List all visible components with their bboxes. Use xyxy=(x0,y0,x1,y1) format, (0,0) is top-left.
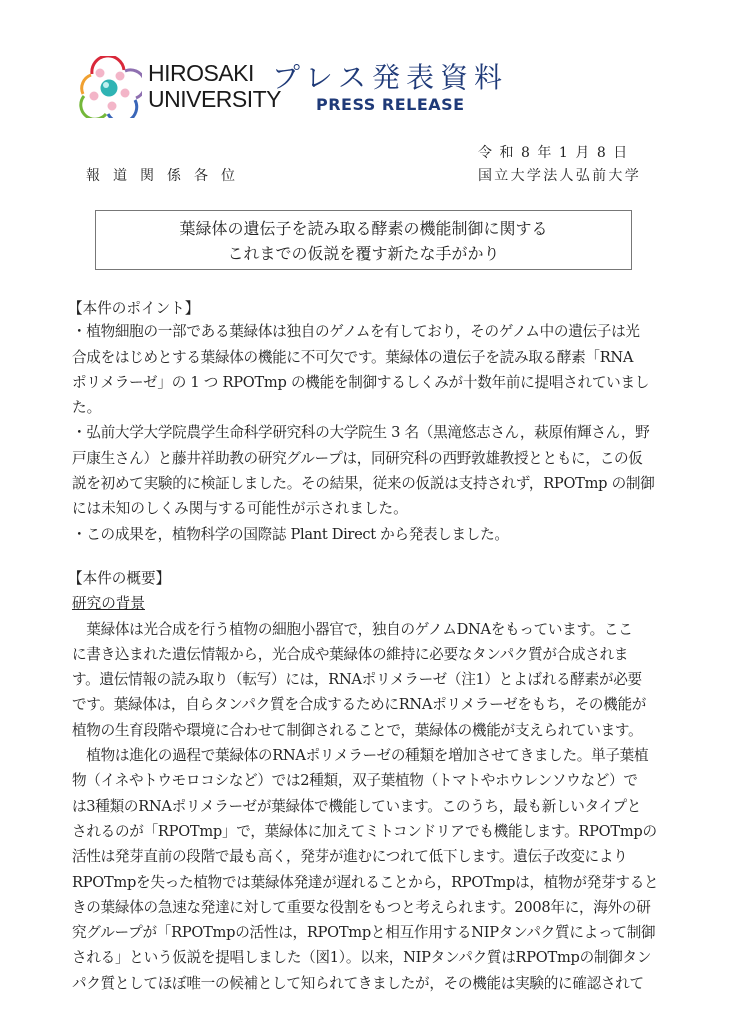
text-line: です。葉緑体は，自らタンパク質を合成するためにRNAポリメラーゼをもち，その機能が xyxy=(72,696,647,714)
organization: 国立大学法人弘前大学 xyxy=(478,168,641,184)
text-line: 究グループが「RPOTmpの活性は，RPOTmpと相互作用するNIPタンパク質によって制御 xyxy=(72,924,656,942)
headline-box xyxy=(95,210,632,270)
university-name xyxy=(148,60,281,112)
text-line: 植物の生育段階や環境に合わせて制御されることで，葉緑体の機能が支えられています。 xyxy=(72,721,643,739)
text-line: 戸康生さん）と藤井祥助教の研究グループは，同研究科の西野敦雄教授とともに，この仮 xyxy=(72,449,643,467)
addressee: 報道関係各位 xyxy=(86,168,248,184)
text-line: ・弘前大学大学院農学生命科学研究科の大学院生 3 名（黒滝悠志さん，萩原侑輝さん，野 xyxy=(72,424,650,442)
text-line: ・この成果を，植物科学の国際誌 Plant Direct から発表しました。 xyxy=(72,525,509,543)
key-points-lines xyxy=(72,319,672,547)
text-line: RPOTmpを失った植物では葉緑体発達が遅れることから，RPOTmpは，植物が発芽すると xyxy=(72,873,659,891)
section-heading: 【本件の概要】 xyxy=(68,570,171,587)
summary-lines xyxy=(72,617,672,996)
text-line: きの葉緑体の急速な発達に対して重要な役割をもつと考えられます。2008年に，海外の研 xyxy=(72,898,651,916)
subsection-heading: 研究の背景 xyxy=(72,595,145,613)
text-line: パク質としてほぼ唯一の候補として知られてきましたが，その機能は実験的に確認されて xyxy=(72,974,644,992)
headline-line2: これまでの仮説を覆す新たな手がかり xyxy=(227,244,500,263)
key-points-section xyxy=(68,296,672,547)
text-line: た。 xyxy=(72,399,102,417)
text-line: 合成をはじめとする葉緑体の機能に不可欠です。葉緑体の遺伝子を読み取る酵素「RNA xyxy=(72,348,634,366)
text-line: す。遺伝情報の読み取り（転写）には，RNAポリメラーゼ（注1）とよばれる酵素が必要 xyxy=(72,671,642,689)
press-release-title-jp: プレス発表資料 xyxy=(272,61,509,94)
text-line: 活性は発芽直前の段階で最も高く，発芽が進むにつれて低下します。遺伝子改変により xyxy=(72,848,628,866)
university-name-line1: HIROSAKI xyxy=(148,60,254,86)
text-line: ポリメラーゼ」の 1 つ RPOTmp の機能を制御するしくみが十数年前に提唱されていまし xyxy=(72,373,650,391)
university-name-line2: UNIVERSITY xyxy=(148,86,282,112)
press-release-title-en: PRESS RELEASE xyxy=(316,95,465,114)
text-line: 物（イネやトウモロコシなど）では2種類，双子葉植物（トマトやホウレンソウなど）で xyxy=(72,772,638,790)
release-date: 令和8年1月8日 xyxy=(478,145,635,161)
text-line: に書き込まれた遺伝情報から，光合成や葉緑体の維持に必要なタンパク質が合成されま xyxy=(72,645,629,663)
summary-section xyxy=(68,566,672,996)
hirosaki-university-logo xyxy=(78,56,142,118)
text-line: には未知のしくみ関与する可能性が示されました。 xyxy=(72,500,408,518)
text-line: は3種類のRNAポリメラーゼが葉緑体で機能しています。このうち，最も新しいタイプと xyxy=(72,797,642,815)
text-line: 植物は進化の過程で葉緑体のRNAポリメラーゼの種類を増加させてきました。単子葉植 xyxy=(72,747,649,765)
headline-line1: 葉緑体の遺伝子を読み取る酵素の機能制御に関する xyxy=(179,219,548,238)
text-line: 説を初めて実験的に検証しました。その結果，従来の仮説は支持されず，RPOTmp の制御 xyxy=(72,475,655,493)
text-line: ・植物細胞の一部である葉緑体は独自のゲノムを有しており，そのゲノム中の遺伝子は光 xyxy=(72,323,640,341)
text-line: 葉緑体は光合成を行う植物の細胞小器官で，独自のゲノムDNAをもっています。ここ xyxy=(72,620,633,638)
section-heading: 【本件のポイント】 xyxy=(68,300,200,317)
text-line: される」という仮説を提唱しました（図1）。以来，NIPタンパク質はRPOTmpの制御タン xyxy=(72,949,652,967)
text-line: されるのが「RPOTmp」で，葉緑体に加えてミトコンドリアでも機能します。RPOTmpの xyxy=(72,822,657,840)
